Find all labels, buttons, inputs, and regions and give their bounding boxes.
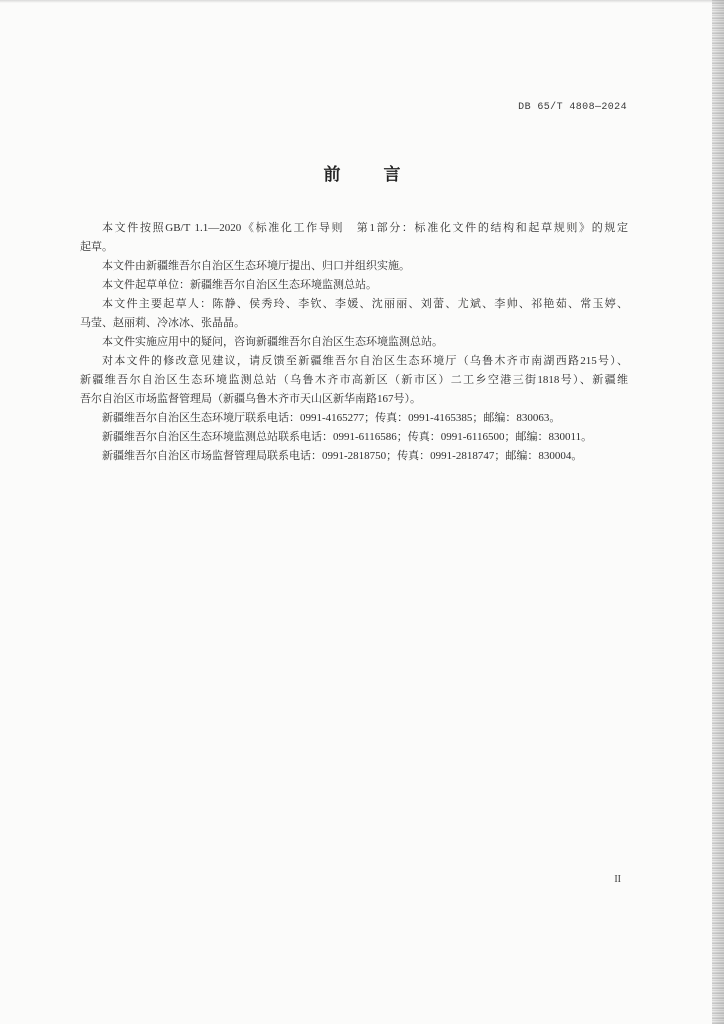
contact-market-supervision	[80, 447, 628, 466]
paragraph-drafters	[80, 295, 628, 333]
paragraph-line: 新疆维吾尔自治区生态环境监测总站（乌鲁木齐市高新区（新市区）二工乡空港三街1818号）、新疆维	[80, 374, 628, 386]
scan-top-edge	[0, 0, 724, 3]
paragraph-proposer	[80, 257, 628, 276]
page-title: 前 言	[323, 165, 414, 185]
foreword-body	[80, 219, 628, 466]
paragraph-line: 新疆维吾尔自治区生态环境监测总站联系电话：0991-6116586；传真：0991-6116500；邮编：830011。	[102, 431, 593, 443]
paragraph-drafting-unit	[80, 276, 628, 295]
standard-code: DB 65/T 4808—2024	[518, 102, 627, 113]
paragraph-line: 本文件由新疆维吾尔自治区生态环境厅提出、归口并组织实施。	[102, 260, 410, 272]
paragraph-inquiries	[80, 333, 628, 352]
paragraph-line: 对本文件的修改意见建议，请反馈至新疆维吾尔自治区生态环境厅（乌鲁木齐市南湖西路215号）、	[102, 355, 628, 367]
contact-monitoring-station	[80, 428, 628, 447]
paragraph-line: 本文件实施应用中的疑问，咨询新疆维吾尔自治区生态环境监测总站。	[102, 336, 443, 348]
paragraph-line: 本文件主要起草人：陈静、侯秀玲、李钦、李媛、沈丽丽、刘蕾、尤斌、李帅、祁艳茹、常玉婷、	[102, 298, 628, 310]
paragraph-line: 本文件起草单位：新疆维吾尔自治区生态环境监测总站。	[102, 279, 377, 291]
paragraph-line: 新疆维吾尔自治区市场监督管理局联系电话：0991-2818750；传真：0991-2818747；邮编：830004。	[102, 450, 583, 462]
paragraph-line: 马莹、赵丽莉、冷冰冰、张晶晶。	[80, 317, 245, 329]
contact-ecology-department	[80, 409, 628, 428]
paragraph-line: 本文件按照GB/T 1.1—2020《标准化工作导则 第1部分：标准化文件的结构和起草规则》的规定	[102, 222, 628, 234]
page-number: II	[614, 874, 621, 885]
paragraph-line: 吾尔自治区市场监督管理局（新疆乌鲁木齐市天山区新华南路167号）。	[80, 393, 421, 405]
scan-right-edge	[712, 0, 724, 1024]
paragraph-drafting-rules	[80, 219, 628, 257]
paragraph-line: 新疆维吾尔自治区生态环境厅联系电话：0991-4165277；传真：0991-4165385；邮编：830063。	[102, 412, 561, 424]
paragraph-feedback	[80, 352, 628, 409]
paragraph-line: 起草。	[80, 241, 113, 253]
